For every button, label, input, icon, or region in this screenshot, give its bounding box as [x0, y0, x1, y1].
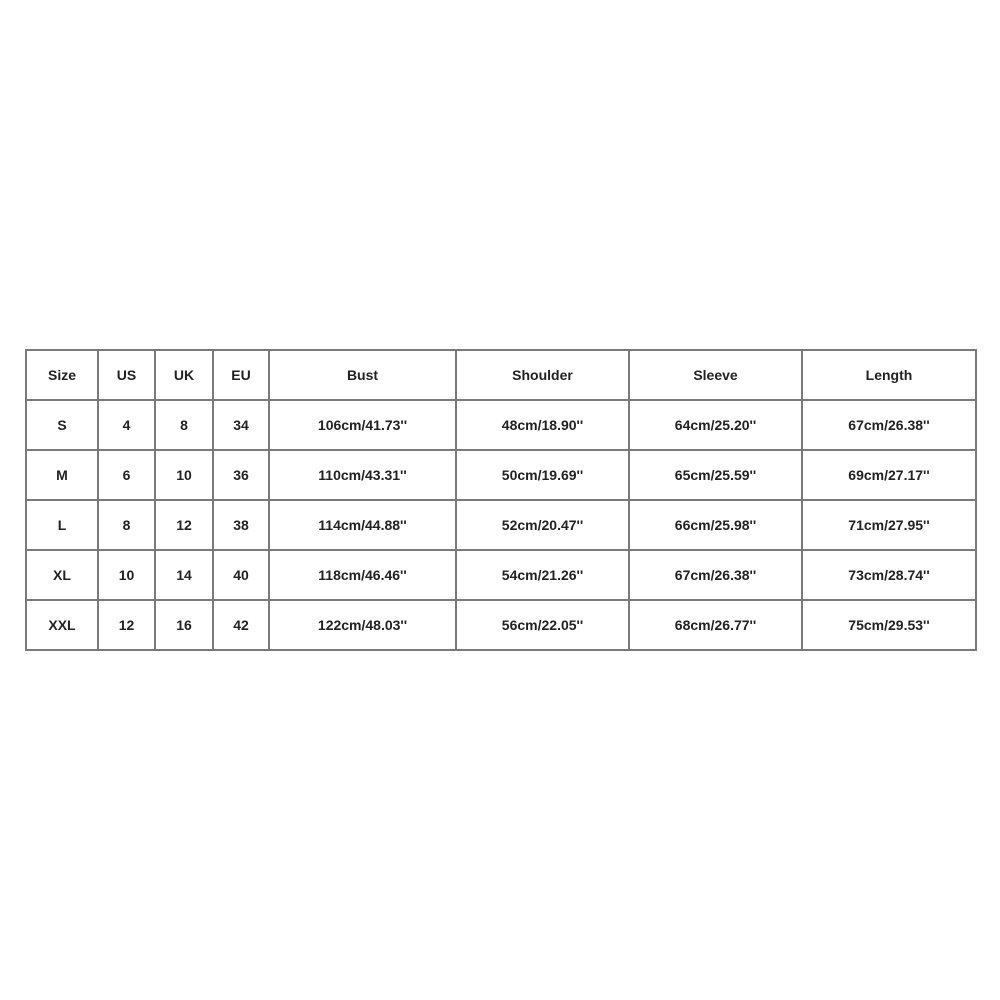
header-shoulder: Shoulder: [456, 350, 629, 400]
cell-length: 69cm/27.17'': [802, 450, 976, 500]
cell-us: 4: [98, 400, 155, 450]
cell-shoulder: 54cm/21.26'': [456, 550, 629, 600]
cell-size: S: [26, 400, 98, 450]
cell-us: 10: [98, 550, 155, 600]
cell-length: 71cm/27.95'': [802, 500, 976, 550]
table-row: [26, 550, 976, 600]
cell-eu: 42: [213, 600, 269, 650]
cell-us: 8: [98, 500, 155, 550]
cell-sleeve: 65cm/25.59'': [629, 450, 802, 500]
table-row: [26, 450, 976, 500]
cell-uk: 16: [155, 600, 213, 650]
cell-length: 73cm/28.74'': [802, 550, 976, 600]
cell-uk: 10: [155, 450, 213, 500]
cell-shoulder: 48cm/18.90'': [456, 400, 629, 450]
cell-eu: 38: [213, 500, 269, 550]
cell-bust: 122cm/48.03'': [269, 600, 456, 650]
cell-us: 6: [98, 450, 155, 500]
cell-us: 12: [98, 600, 155, 650]
cell-bust: 106cm/41.73'': [269, 400, 456, 450]
cell-size: XL: [26, 550, 98, 600]
cell-size: L: [26, 500, 98, 550]
cell-length: 75cm/29.53'': [802, 600, 976, 650]
cell-eu: 40: [213, 550, 269, 600]
table-row: [26, 600, 976, 650]
cell-sleeve: 67cm/26.38'': [629, 550, 802, 600]
cell-shoulder: 52cm/20.47'': [456, 500, 629, 550]
cell-sleeve: 64cm/25.20'': [629, 400, 802, 450]
header-size: Size: [26, 350, 98, 400]
cell-uk: 14: [155, 550, 213, 600]
cell-size: XXL: [26, 600, 98, 650]
cell-uk: 8: [155, 400, 213, 450]
cell-bust: 110cm/43.31'': [269, 450, 456, 500]
size-chart-table: [25, 349, 977, 651]
header-us: US: [98, 350, 155, 400]
cell-sleeve: 66cm/25.98'': [629, 500, 802, 550]
cell-sleeve: 68cm/26.77'': [629, 600, 802, 650]
table-row: [26, 400, 976, 450]
cell-size: M: [26, 450, 98, 500]
cell-shoulder: 56cm/22.05'': [456, 600, 629, 650]
cell-eu: 34: [213, 400, 269, 450]
table-row: [26, 500, 976, 550]
cell-bust: 118cm/46.46'': [269, 550, 456, 600]
cell-length: 67cm/26.38'': [802, 400, 976, 450]
cell-shoulder: 50cm/19.69'': [456, 450, 629, 500]
cell-eu: 36: [213, 450, 269, 500]
header-length: Length: [802, 350, 976, 400]
header-uk: UK: [155, 350, 213, 400]
cell-uk: 12: [155, 500, 213, 550]
header-eu: EU: [213, 350, 269, 400]
cell-bust: 114cm/44.88'': [269, 500, 456, 550]
header-bust: Bust: [269, 350, 456, 400]
header-sleeve: Sleeve: [629, 350, 802, 400]
header-row: [26, 350, 976, 400]
